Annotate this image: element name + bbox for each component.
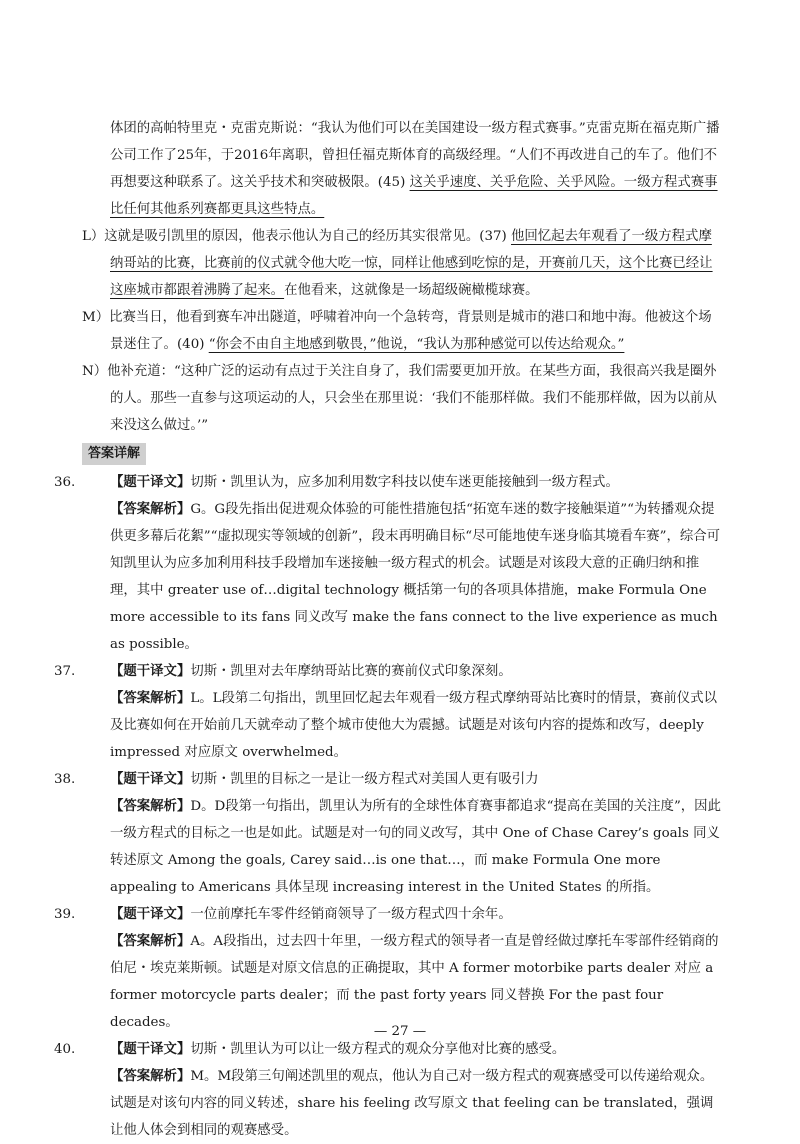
translation-text: 切斯・凯里对去年摩纳哥站比赛的赛前仪式印象深刻。 (190, 664, 512, 679)
question-number: 38. (54, 772, 76, 787)
answer-analysis (82, 685, 722, 766)
answer-analysis (82, 793, 722, 901)
analysis-text: M。M段第三句阐述凯里的观点，他认为自己对一级方程式的观赛感受可以传递给观众。试题是对该句内容的同义转述，share his feeling 改写原文 that feeling can be translated，强调让他人体会到相同的观赛感受。 (110, 1069, 714, 1138)
translation-label: 【题干译文】 (110, 474, 191, 490)
analysis-label: 【答案解析】 (110, 798, 191, 814)
question-number: 39. (54, 907, 76, 922)
paragraph-text: 在他看来，这就像是一场超级碗橄榄球赛。 (284, 283, 539, 298)
passage-continuation (82, 115, 722, 223)
answer-translation (54, 901, 722, 928)
analysis-text: D。D段第一句指出，凯里认为所有的全球性体育赛事都追求“提高在美国的关注度”，因此一级方程式的目标之一也是如此。试题是对一句的同义改写，其中 One of Chase Carey’s goals 同义转述原文 Among the goals, Carey said…is one that…，而 make Formula One more appealing to Americans 具体呈现 increasing interest in the United States 的所指。 (110, 799, 721, 895)
answer-40 (54, 1036, 722, 1144)
translation-text: 切斯・凯里认为可以让一级方程式的观众分享他对比赛的感受。 (190, 1042, 566, 1057)
answer-translation (54, 469, 722, 496)
translation-text: 一位前摩托车零件经销商领导了一级方程式四十余年。 (190, 907, 512, 922)
underlined-sentence-37: 他回忆起去年观看了一级方程式摩纳哥站的比赛，比赛前的仪式就令他大吃一惊，同样让他感到吃惊的是，开赛前几天，这个比赛已经让这座城市都跟着沸腾了起来。 (110, 229, 713, 298)
paragraph-text: 比赛当日，他看到赛车冲出隧道，呼啸着冲向一个急转弯，背景则是城市的港口和地中海。他被这个场景迷住了。(40) (109, 310, 712, 352)
paragraph-label: N） (82, 364, 108, 379)
page-number: — 27 — (373, 1024, 427, 1039)
answer-37 (54, 658, 722, 766)
continuation-text: 体团的高帕特里克・克雷克斯说：“我认为他们可以在美国建设一级方程式赛事。”克雷克斯在福克斯广播公司工作了25年，于2016年离职，曾担任福克斯体育的高级经理。“人们不再改进自己的车了。他们不再想要这种联系了。这关乎技术和突破极限。(45) (110, 121, 720, 190)
analysis-label: 【答案解析】 (110, 1068, 191, 1084)
question-number: 36. (54, 475, 76, 490)
section-header (82, 439, 722, 469)
translation-label: 【题干译文】 (110, 771, 191, 787)
question-number: 37. (54, 664, 76, 679)
content-area (54, 115, 722, 1144)
paragraph-L (82, 223, 722, 304)
analysis-label: 【答案解析】 (110, 690, 191, 706)
translation-label: 【题干译文】 (110, 663, 191, 679)
translation-label: 【题干译文】 (110, 1041, 191, 1057)
analysis-text: L。L段第二句指出，凯里回忆起去年观看一级方程式摩纳哥站比赛时的情景，赛前仪式以及比赛如何在开始前几天就牵动了整个城市使他大为震撼。试题是对该句内容的提炼和改写，deeply impressed 对应原文 overwhelmed。 (110, 691, 717, 760)
analysis-label: 【答案解析】 (110, 933, 191, 949)
paragraph-text: 这就是吸引凯里的原因，他表示他认为自己的经历其实很常见。(37) (104, 229, 511, 244)
translation-label: 【题干译文】 (110, 906, 191, 922)
answer-36 (54, 469, 722, 658)
answer-translation (54, 766, 722, 793)
answer-38 (54, 766, 722, 901)
paragraph-label: M） (82, 310, 110, 325)
answer-analysis (82, 496, 722, 658)
paragraph-text: 他补充道：“这种广泛的运动有点过于关注自身了，我们需要更加开放。在某些方面，我很高兴我是圈外的人。那些一直参与这项运动的人，只会坐在那里说：‘我们不能那样做。我们不能那样做，因为以前从来没这么做过。’” (107, 364, 717, 433)
answer-39 (54, 901, 722, 1036)
analysis-label: 【答案解析】 (110, 501, 191, 517)
underlined-sentence-45: 这关乎速度、关乎危险、关乎风险。一级方程式赛事比任何其他系列赛都更具这些特点。 (110, 175, 718, 217)
answer-analysis (82, 1063, 722, 1144)
section-title: 答案详解 (82, 443, 146, 465)
paragraph-M (82, 304, 722, 358)
paragraph-label: L） (82, 229, 105, 244)
answer-translation (54, 658, 722, 685)
translation-text: 切斯・凯里认为，应多加利用数字科技以使车迷更能接触到一级方程式。 (190, 475, 619, 490)
question-number: 40. (54, 1042, 76, 1057)
analysis-text: G。G段先指出促进观众体验的可能性措施包括“拓宽车迷的数字接触渠道”“为转播观众提供更多幕后花絮”“虚拟现实等领域的创新”，段末再明确目标“尽可能地使车迷身临其境看车赛”，综合可知凯里认为应多加利用科技手段增加车迷接触一级方程式的机会。试题是对该段大意的正确归纳和推理，其中 greater use of…digital technology 概括第一句的各项具体措施，make Formula One more accessible to its fans 同义改写 make the fans connect to the live experience as much as possible。 (110, 502, 721, 652)
answer-analysis (82, 928, 722, 1036)
analysis-text: A。A段指出，过去四十年里，一级方程式的领导者一直是曾经做过摩托车零部件经销商的伯尼・埃克莱斯顿。试题是对原文信息的正确提取，其中 A former motorbike parts dealer 对应 a former motorcycle parts dealer；而 the past forty years 同义替换 For the past four decades。 (110, 934, 719, 1030)
underlined-sentence-40: “你会不由自主地感到敬畏，”他说，“我认为那种感觉可以传达给观众。” (208, 337, 625, 352)
paragraph-N (82, 358, 722, 439)
translation-text: 切斯・凯里的目标之一是让一级方程式对美国人更有吸引力 (190, 772, 539, 787)
